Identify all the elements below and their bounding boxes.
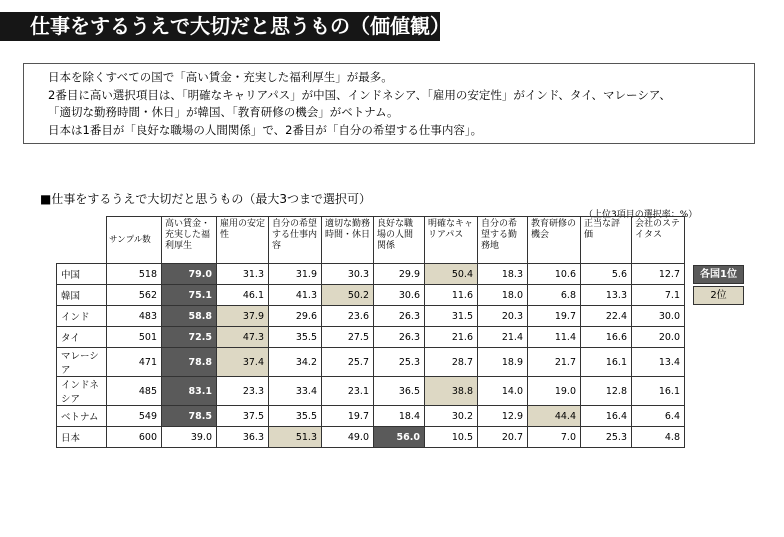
value-cell: 7.1	[632, 285, 685, 306]
header-blank	[57, 217, 107, 264]
value-cell: 22.4	[581, 306, 632, 327]
value-cell: 18.4	[374, 406, 425, 427]
value-cell: 6.4	[632, 406, 685, 427]
value-cell: 10.5	[425, 427, 478, 448]
value-cell: 31.3	[217, 264, 269, 285]
column-header: 自分の希望する仕事内容	[269, 217, 322, 264]
value-cell: 28.7	[425, 348, 478, 377]
value-cell: 30.0	[632, 306, 685, 327]
country-label: インド	[57, 306, 107, 327]
value-cell: 29.9	[374, 264, 425, 285]
value-cell: 41.3	[269, 285, 322, 306]
value-cell: 56.0	[374, 427, 425, 448]
summary-box	[23, 63, 755, 144]
value-cell: 33.4	[269, 377, 322, 406]
summary-line: 「適切な勤務時間・休日」が韓国、「教育研修の機会」がベトナム。	[48, 105, 399, 119]
value-cell: 23.1	[322, 377, 374, 406]
value-cell: 19.7	[528, 306, 581, 327]
value-cell: 7.0	[528, 427, 581, 448]
value-cell: 23.6	[322, 306, 374, 327]
value-cell: 44.4	[528, 406, 581, 427]
value-cell: 20.0	[632, 327, 685, 348]
page-title: 仕事をするうえで大切だと思うもの（価値観）	[0, 12, 440, 41]
data-table	[56, 216, 685, 448]
value-cell: 25.3	[374, 348, 425, 377]
value-cell: 39.0	[162, 427, 217, 448]
value-cell: 79.0	[162, 264, 217, 285]
value-cell: 12.9	[478, 406, 528, 427]
table-row	[57, 348, 685, 377]
value-cell: 21.7	[528, 348, 581, 377]
value-cell: 20.7	[478, 427, 528, 448]
legend-first: 各国1位	[693, 265, 744, 284]
table-row	[57, 406, 685, 427]
value-cell: 78.8	[162, 348, 217, 377]
value-cell: 13.4	[632, 348, 685, 377]
value-cell: 25.3	[581, 427, 632, 448]
country-label: 中国	[57, 264, 107, 285]
summary-line: 日本は1番目が「良好な職場の人間関係」で、2番目が「自分の希望する仕事内容」。	[48, 122, 483, 137]
value-cell: 35.5	[269, 406, 322, 427]
country-label: タイ	[57, 327, 107, 348]
value-cell: 26.3	[374, 306, 425, 327]
value-cell: 37.5	[217, 406, 269, 427]
table-row	[57, 377, 685, 406]
country-label: インドネシア	[57, 377, 107, 406]
column-header: 正当な評価	[581, 217, 632, 264]
value-cell: 21.6	[425, 327, 478, 348]
sample-count: 518	[107, 264, 162, 285]
legend-second: 2位	[693, 286, 744, 305]
country-label: ベトナム	[57, 406, 107, 427]
value-cell: 37.4	[217, 348, 269, 377]
column-header: 適切な勤務時間・休日	[322, 217, 374, 264]
table-row	[57, 427, 685, 448]
value-cell: 47.3	[217, 327, 269, 348]
value-cell: 29.6	[269, 306, 322, 327]
value-cell: 18.3	[478, 264, 528, 285]
value-cell: 18.0	[478, 285, 528, 306]
value-cell: 6.8	[528, 285, 581, 306]
value-cell: 36.3	[217, 427, 269, 448]
value-cell: 12.7	[632, 264, 685, 285]
table-row	[57, 306, 685, 327]
value-cell: 49.0	[322, 427, 374, 448]
value-cell: 50.4	[425, 264, 478, 285]
column-header: 会社のステイタス	[632, 217, 685, 264]
value-cell: 30.2	[425, 406, 478, 427]
table-row	[57, 327, 685, 348]
value-cell: 23.3	[217, 377, 269, 406]
value-cell: 5.6	[581, 264, 632, 285]
value-cell: 16.4	[581, 406, 632, 427]
value-cell: 50.2	[322, 285, 374, 306]
sample-count: 471	[107, 348, 162, 377]
column-header: 明確なキャリアパス	[425, 217, 478, 264]
value-cell: 18.9	[478, 348, 528, 377]
value-cell: 36.5	[374, 377, 425, 406]
value-cell: 83.1	[162, 377, 217, 406]
value-cell: 16.1	[581, 348, 632, 377]
value-cell: 19.7	[322, 406, 374, 427]
sample-count: 562	[107, 285, 162, 306]
value-cell: 30.6	[374, 285, 425, 306]
value-cell: 27.5	[322, 327, 374, 348]
value-cell: 26.3	[374, 327, 425, 348]
summary-line: 日本を除くすべての国で「高い賃金・充実した福利厚生」が最多。	[48, 70, 393, 84]
value-cell: 12.8	[581, 377, 632, 406]
sample-count: 549	[107, 406, 162, 427]
unit-note: （上位3項目の選択率：%）	[584, 210, 698, 220]
value-cell: 75.1	[162, 285, 217, 306]
column-header: 教育研修の機会	[528, 217, 581, 264]
value-cell: 31.9	[269, 264, 322, 285]
value-cell: 21.4	[478, 327, 528, 348]
sample-count: 501	[107, 327, 162, 348]
table-row	[57, 285, 685, 306]
value-cell: 19.0	[528, 377, 581, 406]
value-cell: 10.6	[528, 264, 581, 285]
value-cell: 34.2	[269, 348, 322, 377]
value-cell: 35.5	[269, 327, 322, 348]
country-label: 韓国	[57, 285, 107, 306]
value-cell: 16.6	[581, 327, 632, 348]
summary-line: 2番目に高い選択項目は、「明確なキャリアパス」が中国、インドネシア、「雇用の安定性」がインド、タイ、マレーシア、	[48, 87, 671, 102]
value-cell: 38.8	[425, 377, 478, 406]
column-header: 良好な職場の人間関係	[374, 217, 425, 264]
value-cell: 78.5	[162, 406, 217, 427]
value-cell: 30.3	[322, 264, 374, 285]
value-cell: 13.3	[581, 285, 632, 306]
value-cell: 20.3	[478, 306, 528, 327]
column-header: 自分の希望する勤務地	[478, 217, 528, 264]
country-label: マレーシア	[57, 348, 107, 377]
value-cell: 37.9	[217, 306, 269, 327]
value-cell: 11.4	[528, 327, 581, 348]
value-cell: 11.6	[425, 285, 478, 306]
value-cell: 16.1	[632, 377, 685, 406]
sample-count: 600	[107, 427, 162, 448]
value-cell: 72.5	[162, 327, 217, 348]
sample-count: 483	[107, 306, 162, 327]
value-cell: 58.8	[162, 306, 217, 327]
value-cell: 25.7	[322, 348, 374, 377]
column-header: 雇用の安定性	[217, 217, 269, 264]
column-header: 高い賃金・充実した福利厚生	[162, 217, 217, 264]
value-cell: 14.0	[478, 377, 528, 406]
value-cell: 46.1	[217, 285, 269, 306]
value-cell: 4.8	[632, 427, 685, 448]
value-cell: 51.3	[269, 427, 322, 448]
value-cell: 31.5	[425, 306, 478, 327]
column-header: サンプル数	[107, 217, 162, 264]
table-row	[57, 264, 685, 285]
table-title: ■仕事をするうえで大切だと思うもの（最大3つまで選択可）	[40, 192, 371, 206]
country-label: 日本	[57, 427, 107, 448]
sample-count: 485	[107, 377, 162, 406]
